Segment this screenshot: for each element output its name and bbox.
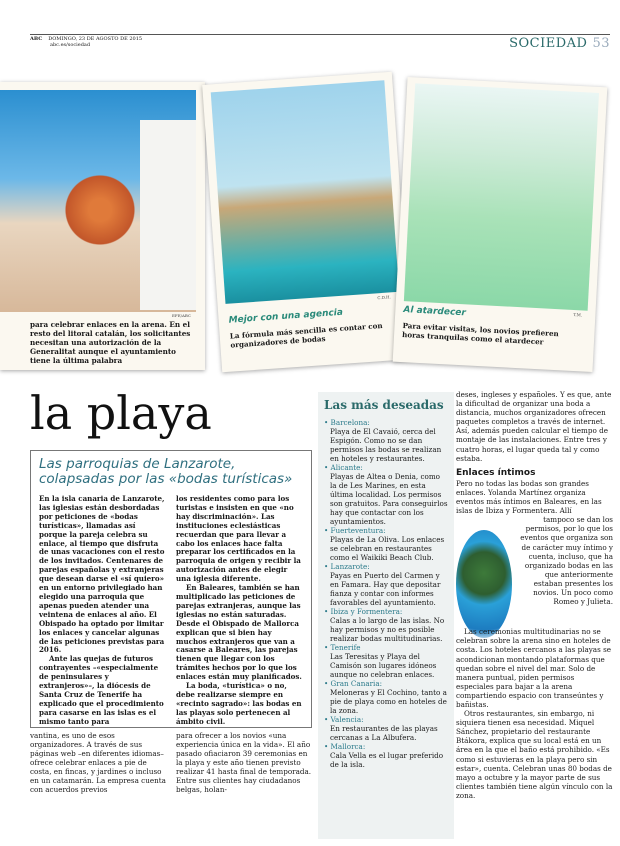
place-label: Valencia: <box>330 715 364 724</box>
photo-card-starfish <box>0 82 205 370</box>
brand: ABC <box>30 36 43 42</box>
sidebar-item <box>324 463 448 526</box>
section-url: abc.es/sociedad <box>50 42 91 48</box>
place-desc: En restaurantes de las playas cercanas a La Albufera. <box>330 724 438 742</box>
paragraph: Ante las quejas de futuros contrayentes –«especialmente de peninsulares y extranjeros»–, la diócesis de Santa Cruz de Tenerife ha explicado que el procedimiento para casarse en las islas es el mismo tanto para <box>39 654 164 726</box>
place-desc: Playas de Altea o Denia, como la de Les Marines, en esta última localidad. Los permisos son gratuitos. Para conseguirlos hay que contactar con los ayuntamientos. <box>330 472 448 526</box>
paragraph: Otros restaurantes, sin embargo, ni siquiera tienen esa necesidad. Miquel Sánchez, propietario del restaurante Btákora, explica que su local está en un área en la que el baño está prohibido. «Es como si estuvieras en la playa pero sin estar», cuenta. Celebran unas 80 bodas de mayo a octubre y la mayor parte de sus clientes también tiene algún vínculo con la zona. <box>456 709 613 800</box>
place-label: Lanzarote: <box>330 562 370 571</box>
place-label: Ibiza y Formentera: <box>330 607 403 616</box>
sidebar-item <box>324 526 448 562</box>
paragraph: para ofrecer a los novios «una experiencia única en la vida». El año pasado ofiaciaron 39 ceremonias en la playa y este año tienen previsto realizar 41 hasta final de temporada. Entre sus clientes hay ciudadanos belgas, holan- <box>176 731 312 794</box>
place-name: • Ibiza y Formentera: <box>324 607 403 616</box>
paragraph: Las ceremonias multitudinarias no se celebran sobre la arena sino en hoteles de costa. Los hoteles cercanos a las playas se acondicionan montando plataformas que quedan sobre el nivel del mar. Solo de manera puntual, piden permisos especiales para bajar a la arena compartiendo espacio con transeúntes y bañistas. <box>456 627 612 709</box>
right-column <box>456 390 613 800</box>
box-column-2 <box>176 495 303 727</box>
page-number: 53 <box>592 36 610 51</box>
photo-caption: Para evitar visitas, los novios prefieren horas tranquilas como el atardecer <box>401 321 559 347</box>
photo-caption: para celebrar enlaces en la arena. En el resto del litoral catalán, los solicitantes necesitan una autorización de la Generalitat aunque el ayuntamiento tiene la última palabra <box>30 320 191 365</box>
paragraph: Pero no todas las bodas son grandes enlaces. Yolanda Martínez organiza eventos más íntimos en Baleares, en las islas de Ibiza y Formentera. Allí <box>456 478 602 516</box>
sidebar-item <box>324 742 448 769</box>
header-rule <box>30 34 610 35</box>
sidebar-item <box>324 418 448 463</box>
photo-credit: EFE/ABC <box>172 313 191 318</box>
sidebar-title: Las más deseadas <box>324 398 444 412</box>
sidebar-most-wanted <box>318 392 454 839</box>
place-name: • Mallorca: <box>324 742 366 751</box>
sidebar-item <box>324 715 448 742</box>
paragraph: los residentes como para los turistas e insisten en que «no hay discriminación». Las instituciones eclesiásticas recuerdan que para llevar a cabo los enlaces hace falta preparar los certificados en la parroquia de origen y recibir la autorización antes de elegir una iglesia diferente. <box>176 494 301 584</box>
place-name: • Fuerteventura: <box>324 526 386 535</box>
sidebar-item <box>324 643 448 679</box>
paragraph: deses, ingleses y españoles. Y es que, ante la dificultad de organizar una boda a distancia, muchos organizadores ofrecen paquetes completos a través de internet. Así, además pueden calcular el tiempo de montaje de las instalaciones. Entre tres y cuatro horas, el lugar queda tal y como estaba. <box>456 390 612 463</box>
paragraph: vantina, es uno de esos organizadores. A través de sus páginas web –en diferentes idiomas– ofrece celebrar enlaces a pie de costa, en fincas, y jardines o incluso en un catamarán. La empresa cuenta con acuerdos previos <box>30 731 166 794</box>
sidebar-list <box>324 418 448 769</box>
place-name: • Lanzarote: <box>324 562 370 571</box>
sidebar-item <box>324 607 448 643</box>
place-name: • Gran Canaria: <box>324 679 383 688</box>
sidebar-item <box>324 679 448 715</box>
place-name: • Barcelona: <box>324 418 370 427</box>
section-name: SOCIEDAD <box>509 36 588 51</box>
headline: la playa <box>30 386 212 440</box>
bottom-text <box>30 731 312 794</box>
photo-caption: La fórmula más sencilla es contar con organizadores de bodas <box>229 320 383 350</box>
place-label: Mallorca: <box>330 742 366 751</box>
paragraph: En la isla canaria de Lanzarote, las iglesias están desbordadas por peticiones de «bodas turísticas», llamadas así porque la pareja celebra su enlace, al tiempo que disfruta de unas vacaciones con el resto de los invitados. Centenares de parejas españolas y extranjeras que desean darse el «sí quiero» en un entorno privilegiado han elegido una parroquia que apenas pueden atender una veintena de enlaces al año. El Obispado ha optado por limitar los enlaces y cancelar algunas de las peticiones previstas para 2016. <box>39 494 165 655</box>
place-name: • Tenerife <box>324 643 361 652</box>
box-column-1 <box>39 495 166 727</box>
place-label: Barcelona: <box>330 418 370 427</box>
place-desc: Playa de El Cavaió, cerca del Espigón. Como no se dan permisos las bodas se realizan en hoteles y restaurantes. <box>330 427 442 463</box>
place-desc: Las Teresitas y Playa del Camisón son lugares idóneos aunque no celebran enlaces. <box>330 652 437 679</box>
place-desc: Calas a lo largo de las islas. No hay permisos y no es posible realizar bodas multitudinarias. <box>330 616 445 643</box>
ceremony-photo <box>211 80 399 304</box>
place-name: • Valencia: <box>324 715 364 724</box>
paragraph: tampoco se dan los permisos, por lo que los eventos que organiza son de carácter muy íntimo y cuenta, incluso, que ha organizado bodas en las que anteriormente estaban presentes los novios. Un poco como Romeo y Julieta. <box>520 515 613 607</box>
section-header <box>509 36 610 51</box>
place-label: Fuerteventura: <box>330 526 386 535</box>
place-desc: Payas en Puerto del Carmen y en Famara. Hay que depositar fianza y contar con informes favorables del ayuntamiento. <box>330 571 441 607</box>
place-label: Tenerife <box>330 643 361 652</box>
photo-credit: C.D.H. <box>377 294 391 301</box>
photo-card-agency <box>202 72 412 373</box>
photo-title: Mejor con una agencia <box>228 307 344 326</box>
box-title: Las parroquias de Lanzarote, colapsadas por las «bodas turísticas» <box>39 456 293 487</box>
place-name: • Alicante: <box>324 463 363 472</box>
place-label: Gran Canaria: <box>330 679 383 688</box>
starfish <box>60 170 140 250</box>
place-desc: Cala Vella es el lugar preferido de la isla. <box>330 751 444 769</box>
place-desc: Playas de La Oliva. Los enlaces se celebran en restaurantes como el Waikiki Beach Club. <box>330 535 445 562</box>
beach-wedding-photo <box>404 83 599 310</box>
photo-card-sunset <box>393 77 608 372</box>
place-label: Alicante: <box>330 463 363 472</box>
date: DOMINGO, 23 DE AGOSTO DE 2015 <box>48 36 143 42</box>
folio <box>30 36 142 48</box>
paragraph: La boda, «turística» o no, debe realizarse siempre en «recinto sagrado»: las bodas en las playas solo pertenecen al ámbito civil. <box>176 681 302 726</box>
starfish-photo <box>0 90 196 312</box>
subheading: Enlaces íntimos <box>456 467 536 478</box>
paragraph: En Baleares, también se han multiplicado las peticiones de parejas extranjeras, aunque las iglesias no están saturadas. Desde el Obispado de Mallorca explican que si bien hay muchos extranjeros que van a casarse a Baleares, las parejas tienen que llegar con los trámites hechos por lo que los enlaces están muy planificados. <box>176 583 302 682</box>
photo-title: Al atardecer <box>403 305 467 319</box>
lanzarote-box <box>30 450 312 728</box>
sidebar-item <box>324 562 448 607</box>
white-chairs <box>140 120 196 310</box>
place-desc: Meloneras y El Cochino, tanto a pie de playa como en hoteles de la zona. <box>330 688 447 715</box>
photo-credit: T.M. <box>573 311 583 318</box>
